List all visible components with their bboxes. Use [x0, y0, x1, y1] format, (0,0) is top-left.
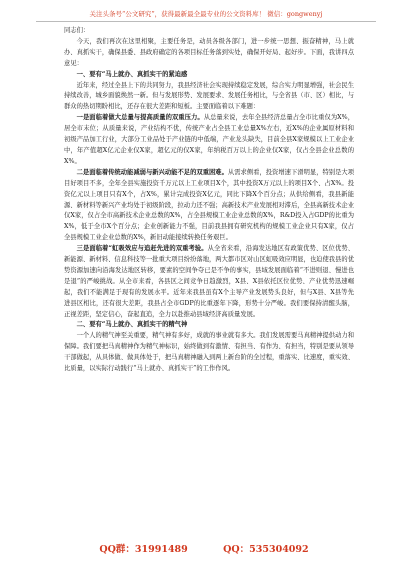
problem-2-text: 从需求侧看，投资增速下滑明显，特别是大项目好项目不多，全年全县实施投资千万元以上工业项目X个，其中投资X万元以上的项目X个、占X%。投资亿元以上项目只有X个，占X%，累计完成投资X亿元，同比下降X个百分点；从供给侧看，我县新能源、新材料等新兴产业均处于初级阶段，拉动力还不强；高新技术产业发展相对滞后，全县高新技术企业仅X家，仅占全市高新技术企业总数的X%，占全县规模工业企业总数的X%，R&D投入占GDP的比重为X%，低于全市X个百分点；企业创新能力不强，目前我县拥有研究机构的规模工业企业只有X家，仅占全县规模工业企业总数的X%，新旧动能接续转换任务艰巨。 — [64, 168, 355, 242]
problem-1-lead: 一是面临着做大总量与提高质量的双重压力。 — [76, 114, 204, 122]
qq-number: QQ：535304092 — [223, 544, 309, 555]
problem-3-lead: 三是面临着“虹吸效应与追赶先进的双重考验。 — [76, 245, 208, 253]
qq-group: QQ群：31991489 — [99, 544, 188, 555]
problem-3-text: 从全省来看，沿海发达地区有政策优势、区位优势、新能源、新材料、信息科技等一批重大项目纷纷落地，两大都市区对山区虹吸效应明显，也迫使我县的优势资源加速向沿海发达地区转移，要素的空间争夺已是不争的事实，县域发展面临着“不进则退、慢进也是退”的严峻挑战。从全市来看，各县区之间竞争日趋激烈，X县、X县依托区位优势、产业优势迅速崛起，我们不能满足于现有的发展水平。近年来我县虽有X个主导产业发展势头良好，但与X县、X县等先进县区相比，还有很大差距，我县占全市GDP的比重逐年下降，形势十分严峻。我们要保持清醒头脑，正视差距，坚定信心，奋起直追，全力以赴推动县域经济高质量发展。 — [64, 245, 355, 318]
salutation: 同志们： — [64, 27, 90, 34]
problem-1-text: 从总量来说，去年全县经济总量占全市比重仅为X%，居全市末位；从质量来说，产业结构不优，传统产业占全县工业总量X%左右，近X%的企业属原材料和初级产品加工行业，大部分工业品处于产业链的中低端，产业龙头缺失，目前全县X家规模以上工业企业中，年产值超X亿元企业仅X家，超亿元的仅X家，年纳税百万以上的企业仅X家，仅占全县企业总数的X%。 — [64, 114, 355, 165]
section-2-heading: 二、要有“马上就办、真抓实干的精气神 — [76, 321, 188, 329]
section-1-paragraph: 近年来，经过全县上下的共同努力，我县经济社会实现持续稳定发展，综合实力明显增强，社会民生持续改善，城乡面貌焕然一新。但与发展形势、发展要求、发展任务相比，与全省县（市、区）相比，与群众的热切期盼相比，还存在很大差距和短板。主要面临着以下难题： — [64, 81, 354, 111]
section-2-paragraph: 一个人的精气神至关重要，精气神有多好，成就的事业就有多大。我们发展需要马真精神提供动力和保障。我们要把马真精神作为精气神标识，始终做到有激情、有担当、有作为、有担当，特别是要从领导干部做起，从具体做、做具体处于，把马真精神融入到两上新台阶的全过程，重落实、比速度，重实效、比质量，以实际行动践行“马上就办、真抓实干”的工作作风。 — [64, 332, 354, 373]
problem-1-paragraph — [64, 113, 354, 168]
header-banner: 关注头条号“公文研究”，获得最新最全最专业的公文资料库！ 微信：gongwenyj — [36, 10, 376, 22]
footer — [0, 541, 408, 555]
document-body — [64, 26, 354, 375]
intro-paragraph: 今天，我们再次在这里相聚，主要任务是，动员各级各部门，进一步统一思想、振奋精神，马上就办、真抓实干，确保县委、县政府确定的各项目标任务落到实处，确保开好局、起好步。下面，我讲四点意见： — [64, 37, 354, 67]
problem-2-lead: 二是面临着传统动能减弱与新兴动能不足的双重困难。 — [76, 168, 228, 176]
problem-2-paragraph — [64, 168, 354, 244]
section-1-heading: 一、要有“马上就办、真抓实干的紧迫感 — [76, 70, 188, 78]
problem-3-paragraph — [64, 244, 354, 320]
